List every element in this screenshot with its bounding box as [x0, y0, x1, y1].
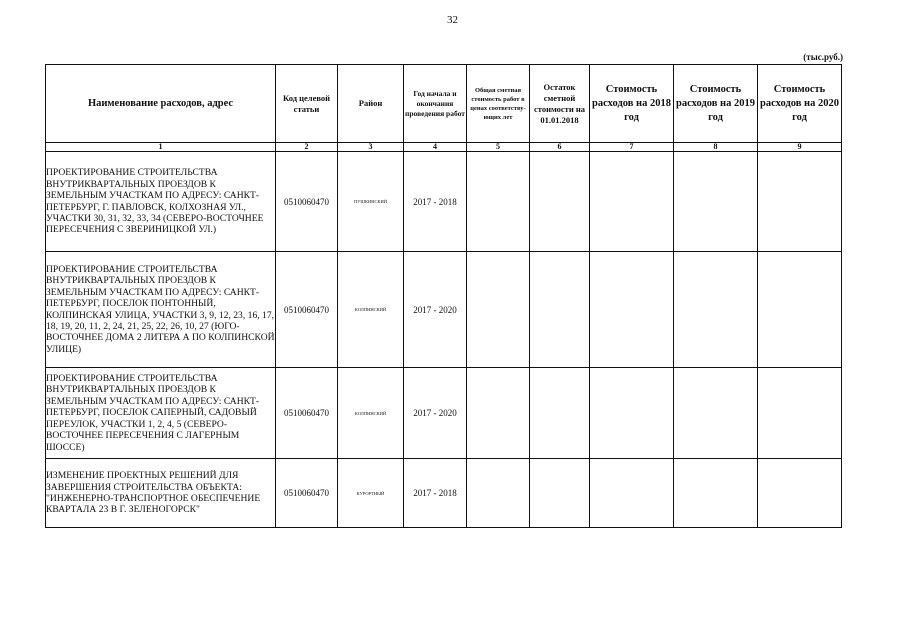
- column-number: 9: [758, 143, 842, 152]
- header-total-cost: Общая сметная стоимость работ в ценах соответству-ющих лет: [467, 65, 530, 143]
- cost-2018-cell: [590, 459, 674, 528]
- column-number: 4: [404, 143, 467, 152]
- cost-2019-cell: [674, 252, 758, 368]
- expense-name: ПРОЕКТИРОВАНИЕ СТРОИТЕЛЬСТВА ВНУТРИКВАРТАЛЬНЫХ ПРОЕЗДОВ К ЗЕМЕЛЬНЫМ УЧАСТКАМ ПО АДРЕСУ: САНКТ-ПЕТЕРБУРГ, ПОСЕЛОК ПОНТОННЫЙ, КОЛПИНСКАЯ УЛИЦА, УЧАСТКИ 3, 9, 12, 23, 16, 17, 18, 19, 20, 11, 2, 24, 21, 25, 22, 26, 10, 27 (ЮГО-ВОСТОЧНЕЕ ДОМА 2 ЛИТЕРА А ПО КОЛПИНСКОЙ УЛИЦЕ): [46, 252, 276, 368]
- column-number: 3: [338, 143, 404, 152]
- cost-2018-cell: [590, 368, 674, 459]
- cost-2019-cell: [674, 152, 758, 252]
- header-cost-2018: Стоимость расходов на 2018 год: [590, 65, 674, 143]
- cost-2020-cell: [758, 368, 842, 459]
- header-years: Год начала и окончания проведения работ: [404, 65, 467, 143]
- budget-table: [45, 64, 842, 528]
- target-code: 0510060470: [276, 459, 338, 528]
- work-years: 2017 - 2018: [404, 459, 467, 528]
- remaining-cost-cell: [530, 459, 590, 528]
- expense-name: ИЗМЕНЕНИЕ ПРОЕКТНЫХ РЕШЕНИЙ ДЛЯ ЗАВЕРШЕНИЯ СТРОИТЕЛЬСТВА ОБЪЕКТА: "ИНЖЕНЕРНО-ТРАНСПОРТНОЕ ОБЕСПЕЧЕНИЕ КВАРТАЛА 23 В Г. ЗЕЛЕНОГОРСК": [46, 459, 276, 528]
- remaining-cost-cell: [530, 368, 590, 459]
- cost-2018-cell: [590, 152, 674, 252]
- header-remaining-cost: Остаток сметной стоимости на 01.01.2018: [530, 65, 590, 143]
- cost-2020-cell: [758, 459, 842, 528]
- header-name: Наименование расходов, адрес: [46, 65, 276, 143]
- column-number: 6: [530, 143, 590, 152]
- cost-2020-cell: [758, 152, 842, 252]
- district: КОЛПИНСКИЙ: [338, 252, 404, 368]
- expense-name: ПРОЕКТИРОВАНИЕ СТРОИТЕЛЬСТВА ВНУТРИКВАРТАЛЬНЫХ ПРОЕЗДОВ К ЗЕМЕЛЬНЫМ УЧАСТКАМ ПО АДРЕСУ: САНКТ-ПЕТЕРБУРГ, Г. ПАВЛОВСК, КОЛХОЗНАЯ УЛ., УЧАСТКИ 30, 31, 32, 33, 34 (СЕВЕРО-ВОСТОЧНЕЕ ПЕРЕСЕЧЕНИЯ С ЗВЕРИНИЦКОЙ УЛ.): [46, 152, 276, 252]
- column-number-row: [46, 143, 842, 152]
- remaining-cost-cell: [530, 152, 590, 252]
- column-number: 1: [46, 143, 276, 152]
- work-years: 2017 - 2020: [404, 252, 467, 368]
- cost-2019-cell: [674, 459, 758, 528]
- cost-2019-cell: [674, 368, 758, 459]
- expense-name: ПРОЕКТИРОВАНИЕ СТРОИТЕЛЬСТВА ВНУТРИКВАРТАЛЬНЫХ ПРОЕЗДОВ К ЗЕМЕЛЬНЫМ УЧАСТКАМ ПО АДРЕСУ: САНКТ-ПЕТЕРБУРГ, ПОСЕЛОК САПЕРНЫЙ, САДОВЫЙ ПЕРЕУЛОК, УЧАСТКИ 1, 2, 4, 5 (СЕВЕРО-ВОСТОЧНЕЕ ПЕРЕСЕЧЕНИЯ С ЛАГЕРНЫМ ШОССЕ): [46, 368, 276, 459]
- target-code: 0510060470: [276, 368, 338, 459]
- header-cost-2020: Стоимость расходов на 2020 год: [758, 65, 842, 143]
- district: ПУШКИНСКИЙ: [338, 152, 404, 252]
- table-row: [46, 252, 842, 368]
- page-number: 32: [447, 14, 458, 26]
- table-row: [46, 459, 842, 528]
- remaining-cost-cell: [530, 252, 590, 368]
- cost-2018-cell: [590, 252, 674, 368]
- district: КОЛПИНСКИЙ: [338, 368, 404, 459]
- target-code: 0510060470: [276, 252, 338, 368]
- column-number: 8: [674, 143, 758, 152]
- table-row: [46, 152, 842, 252]
- work-years: 2017 - 2020: [404, 368, 467, 459]
- district: КУРОРТНЫЙ: [338, 459, 404, 528]
- units-label: (тыс.руб.): [803, 52, 843, 62]
- column-number: 7: [590, 143, 674, 152]
- total-cost-cell: [467, 152, 530, 252]
- column-number: 5: [467, 143, 530, 152]
- total-cost-cell: [467, 459, 530, 528]
- target-code: 0510060470: [276, 152, 338, 252]
- header-cost-2019: Стоимость расходов на 2019 год: [674, 65, 758, 143]
- header-district: Район: [338, 65, 404, 143]
- total-cost-cell: [467, 368, 530, 459]
- header-code: Код целевой статьи: [276, 65, 338, 143]
- column-number: 2: [276, 143, 338, 152]
- table-row: [46, 368, 842, 459]
- cost-2020-cell: [758, 252, 842, 368]
- total-cost-cell: [467, 252, 530, 368]
- header-row: [46, 65, 842, 143]
- work-years: 2017 - 2018: [404, 152, 467, 252]
